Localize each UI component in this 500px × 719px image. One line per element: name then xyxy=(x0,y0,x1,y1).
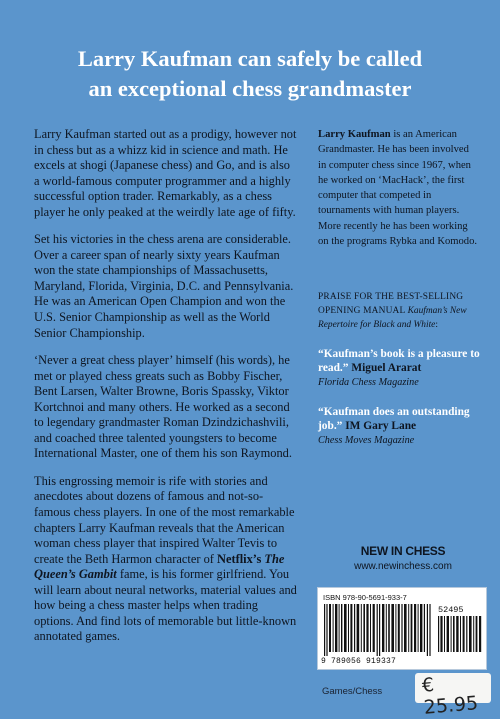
blurb-paragraph-2: Set his victories in the chess arena are considerable. Over a career span of nearly sixty years Kaufman won the state championships of Massachusetts, Maryland, Florida, Virginia, D.C. and Pennsylvania. He was an American Open Champion and won the U.S. Senior Championship as well as the World Senior Championship. xyxy=(34,232,294,340)
price-code-bars xyxy=(438,616,482,652)
barcode-bars xyxy=(324,604,432,656)
publisher-logo: NEW IN CHESS xyxy=(360,544,446,558)
author-bio-text: is an American Grandmaster. He has been involved in computer chess since 1967, when he worked on ‘MacHack’, the first computer that competed in tournaments with human players. More recently he has been working on the programs Rybka and Komodo. xyxy=(318,129,478,248)
price-text: € 25.95 xyxy=(421,673,480,719)
category-label: Games/Chess xyxy=(322,686,383,697)
quote-2-author: IM Gary Lane xyxy=(345,420,417,432)
blurb-p4-start: This engrossing memoir is rife with stories and anecdotes about dozens of famous and not-so-famous chess players. In one of the most remarkable chapters Larry Kaufman reveals that the American woman chess player that inspired Walter Tevis to create the Beth Harmon character of xyxy=(34,473,295,566)
praise-intro-caps: PRAISE FOR THE BEST-SELLING OPENING MANUAL xyxy=(318,292,464,316)
praise-intro xyxy=(318,290,480,332)
publisher-block xyxy=(318,544,488,572)
blurb-paragraph-4 xyxy=(34,474,298,645)
review-quote-2 xyxy=(318,405,480,448)
praise-intro-colon: : xyxy=(435,320,439,330)
publisher-url: www.newinchess.com xyxy=(354,561,452,572)
blurb-column xyxy=(34,127,298,645)
isbn-text: ISBN 978-90-5691-933-7 xyxy=(323,593,407,602)
netflix-text: Netflix’s xyxy=(217,551,265,566)
barcode-digits: 9 789056 919337 xyxy=(321,657,397,666)
headline xyxy=(20,44,480,104)
price-code: 52495 xyxy=(438,605,464,615)
review-quote-1 xyxy=(318,347,480,390)
quote-1-source: Florida Chess Magazine xyxy=(318,377,419,388)
quote-2-source: Chess Moves Magazine xyxy=(318,435,415,446)
price-sticker xyxy=(415,673,491,719)
blurb-paragraph-1: Larry Kaufman started out as a prodigy, however not in chess but as a whizz kid in science and math. He excels at shogi (Japanese chess) and Go, and is also a world-famous computer programmer and a highly successful option trader. Remarkably, as a chess player he only peaked at the weirdly late age of fifty. xyxy=(34,127,297,219)
blurb-p4-end: fame, is his former girlfriend. You will learn about neural networks, material values and how being a chess master helps when trading options. And find lots of memorable but little-known annotated games. xyxy=(34,567,297,644)
barcode xyxy=(317,587,487,670)
author-bio xyxy=(318,127,478,249)
quote-1-text: “Kaufman’s book is a pleasure to read.” xyxy=(318,348,480,374)
queens-gambit-title: The Queen’s Gambit xyxy=(34,551,285,582)
headline-line-1: Larry Kaufman can safely be called xyxy=(77,46,423,71)
quote-1-author: Miguel Ararat xyxy=(351,362,422,374)
author-name: Larry Kaufman xyxy=(318,129,391,140)
blurb-paragraph-3: ‘Never a great chess player’ himself (his words), he met or played chess greats such as Bobby Fischer, Bent Larsen, Walter Browne, Boris Spassky, Viktor Kortchnoi and many others. He worked as a second to legendary grandmaster Roman Dzindzichashvili, and coached three talented youngsters to become International Master, one of them his son Raymond. xyxy=(34,353,292,461)
headline-line-2: an exceptional chess grandmaster xyxy=(88,76,412,101)
praised-book-title: Kaufman’s New Repertoire for Black and White xyxy=(318,306,467,330)
quote-2-text: “Kaufman does an outstanding job.” xyxy=(318,406,470,432)
